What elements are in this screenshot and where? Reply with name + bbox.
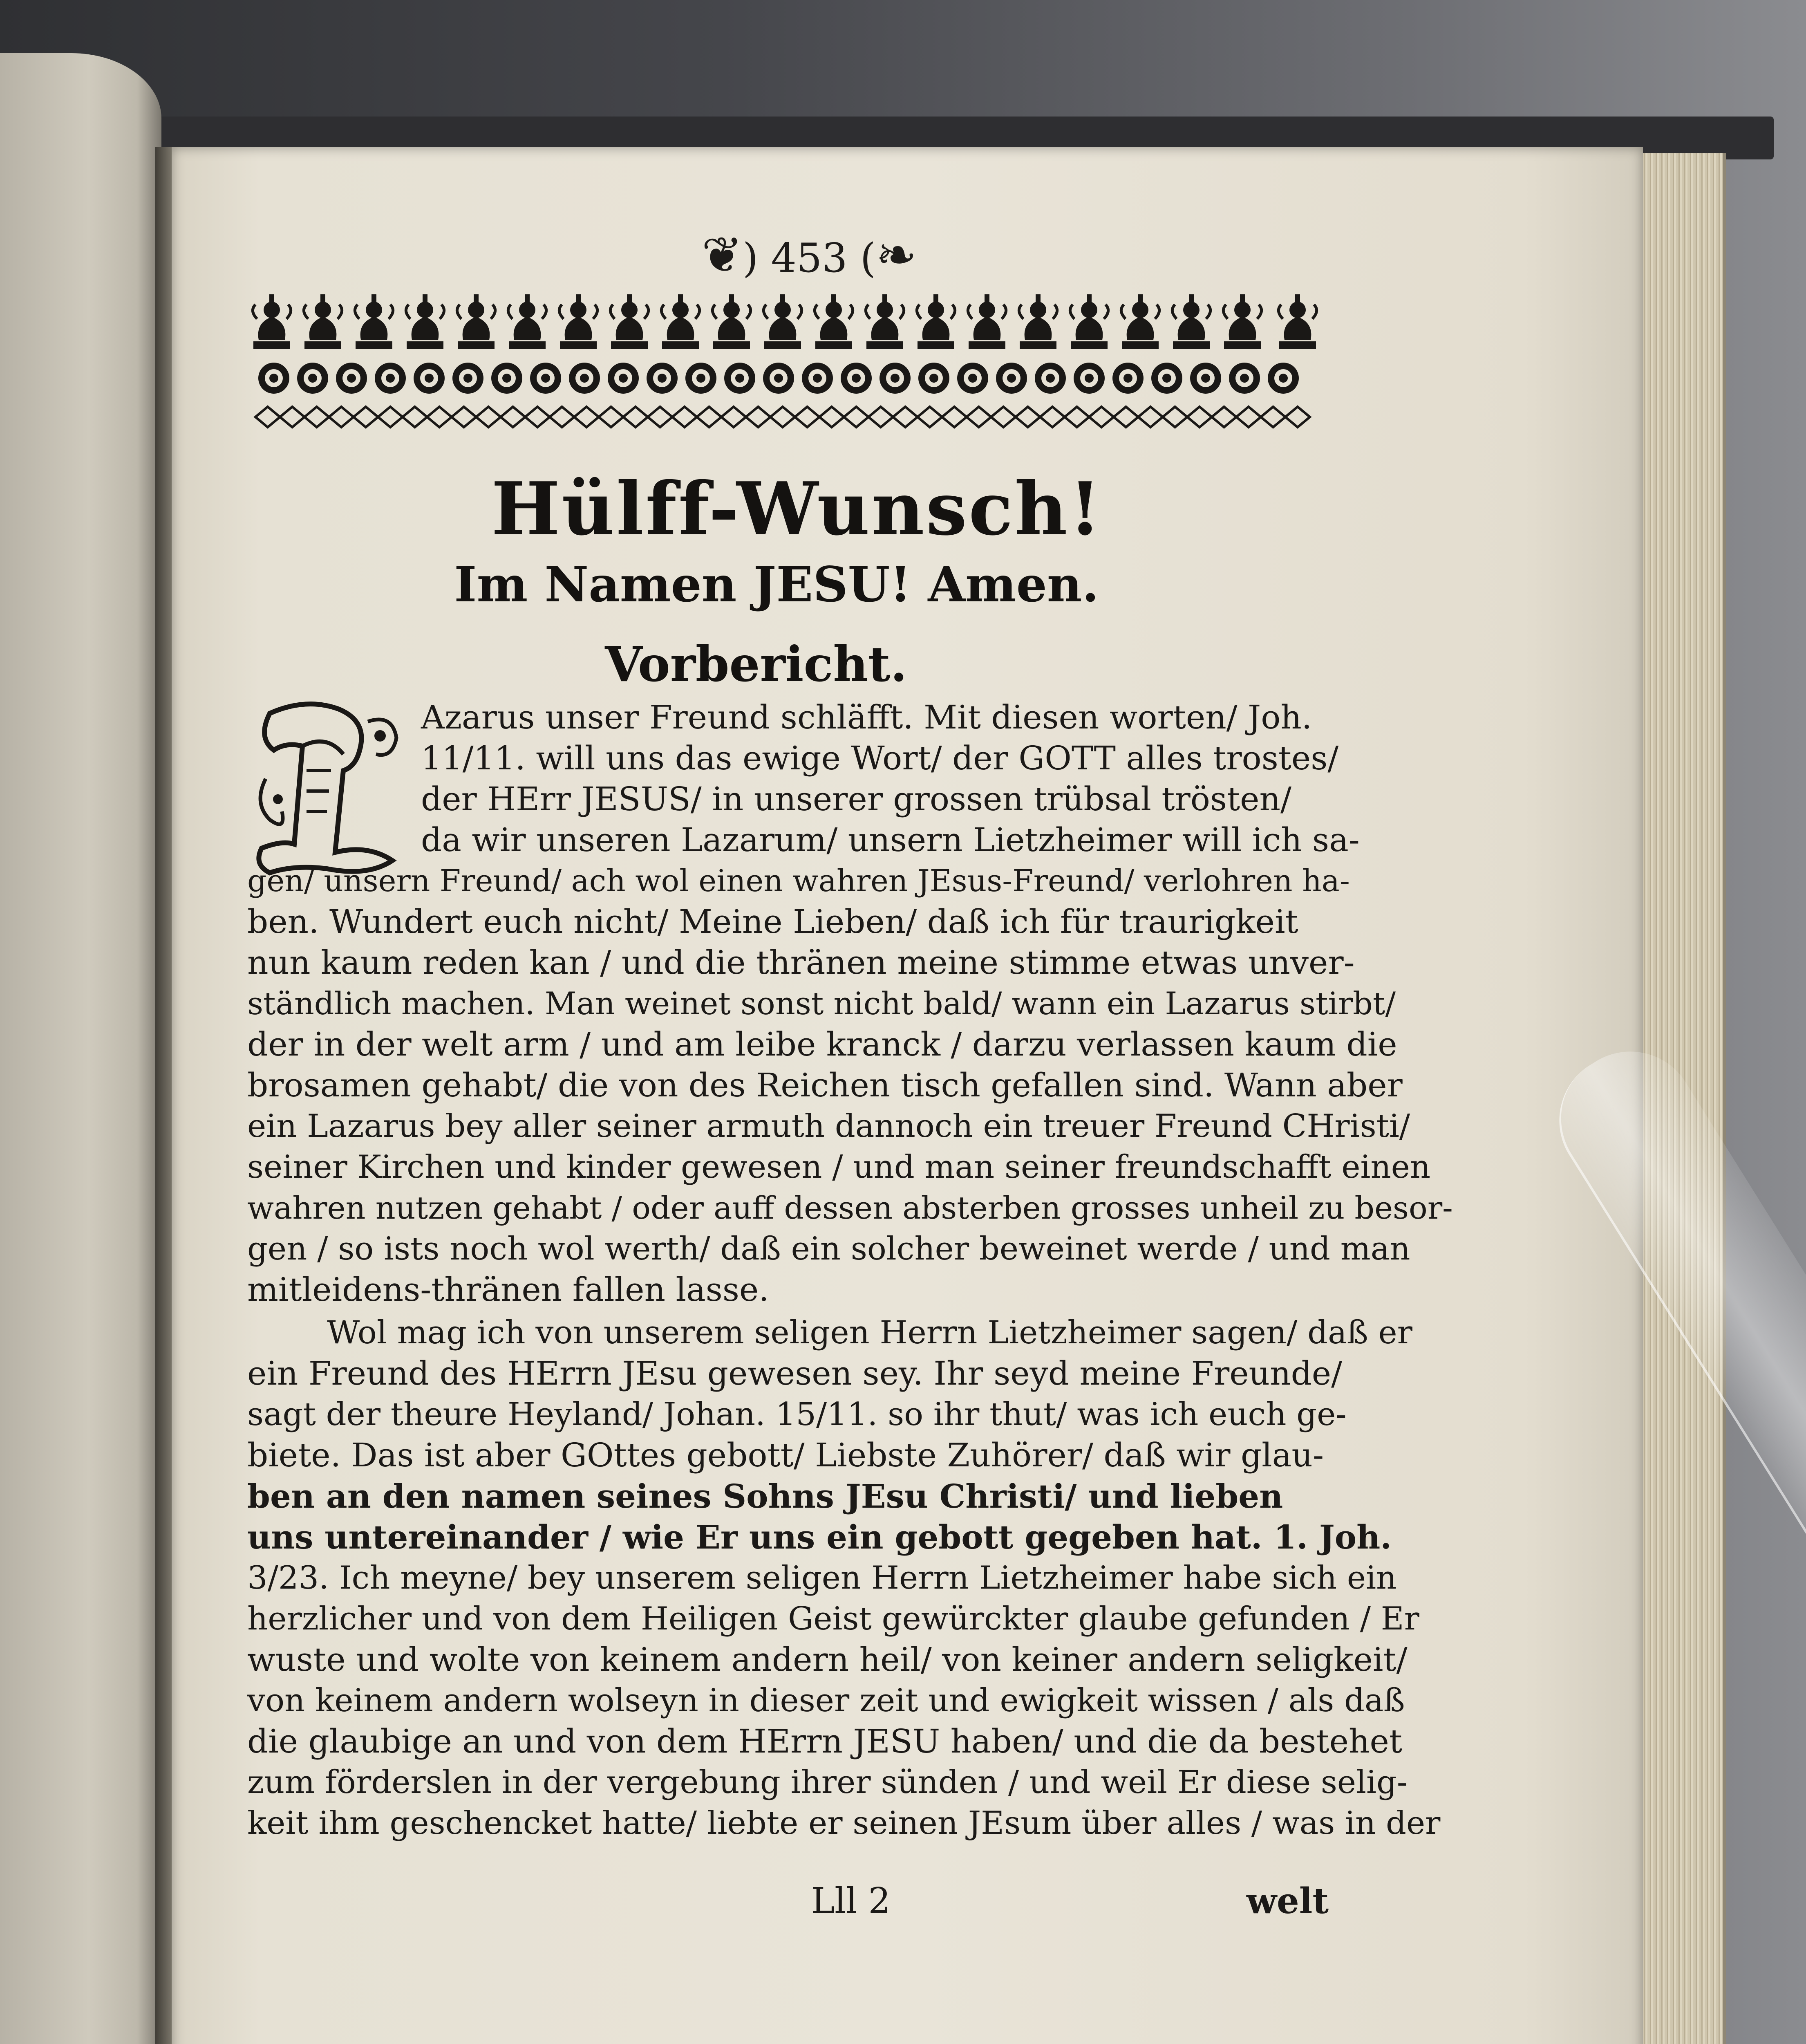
text-line: gen / so ists noch wol werth/ daß ein solcher beweinet werde / und man: [247, 1230, 1410, 1267]
text-line: von keinem andern wolseyn in dieser zeit und ewigkeit wissen / als daß: [247, 1682, 1405, 1719]
folio-number: 453: [771, 235, 848, 282]
text-line: ben. Wundert euch nicht/ Meine Lieben/ daß ich für traurigkeit: [247, 903, 1298, 941]
page-title: Hülff-Wunsch!: [491, 466, 1103, 551]
text-line: ein Lazarus bey aller seiner armuth dannoch ein treuer Freund CHristi/: [247, 1108, 1410, 1145]
text-line: die glaubige an und von dem HErrn JESU haben/ und die da bestehet: [247, 1722, 1402, 1760]
text-line: biete. Das ist aber GOttes gebott/ Liebste Zuhörer/ daß wir glau-: [247, 1436, 1324, 1474]
text-line: sagt der theure Heyland/ Johan. 15/11. so ihr thut/ was ich euch ge-: [247, 1396, 1347, 1433]
text-line: ben an den namen seines Sohns JEsu Christi/ und lieben: [247, 1477, 1283, 1515]
text-line: da wir unseren Lazarum/ unsern Lietzheimer will ich sa-: [421, 821, 1360, 859]
text-line: mitleidens-thränen fallen lasse.: [247, 1271, 769, 1309]
text-line: 11/11. will uns das ewige Wort/ der GOTT alles trostes/: [421, 739, 1339, 777]
text-line: nun kaum reden kan / und die thränen meine stimme etwas unver-: [247, 944, 1355, 982]
fleuron-right-icon: ❧: [875, 227, 917, 284]
text-line: der HErr JESUS/ in unserer grossen trübsal trösten/: [421, 780, 1291, 818]
page-number: ❦) 453 (❧: [701, 227, 917, 284]
text-line: Wol mag ich von unserem seligen Herrn Lietzheimer sagen/ daß er: [327, 1314, 1412, 1351]
ornamental-headband-icon: [251, 286, 1326, 437]
text-line: keit ihm geschencket hatte/ liebte er seinen JEsum über alles / was in der: [247, 1805, 1441, 1842]
text-line: 3/23. Ich meyne/ bey unserem seligen Herrn Lietzheimer habe sich ein: [247, 1560, 1397, 1596]
text-line: gen/ unsern Freund/ ach wol einen wahren JEsus-Freund/ verlohren ha-: [247, 863, 1350, 899]
text-line: brosamen gehabt/ die von des Reichen tisch gefallen sind. Wann aber: [247, 1066, 1403, 1104]
text-line: ständlich machen. Man weinet sonst nicht bald/ wann ein Lazarus stirbt/: [247, 985, 1396, 1022]
signature-mark: Lll 2: [811, 1880, 891, 1921]
invocation-line: Im Namen JESU! Amen.: [454, 556, 1099, 613]
text-line: wahren nutzen gehabt / oder auff dessen absterben grosses unheil zu besor-: [247, 1190, 1453, 1226]
facing-page: [0, 53, 161, 2044]
text-line: zum förderslen in der vergebung ihrer sünden / und weil Er diese selig-: [247, 1764, 1408, 1801]
catchword: welt: [1247, 1880, 1329, 1922]
text-line: der in der welt arm / und am leibe kranck / darzu verlassen kaum die: [247, 1025, 1397, 1063]
fleuron-left-icon: ❦: [701, 227, 743, 284]
text-line: seiner Kirchen und kinder gewesen / und man seiner freundschafft einen: [247, 1149, 1431, 1186]
text-line: wuste und wolte von keinem andern heil/ von keiner andern seligkeit/: [247, 1641, 1408, 1679]
text-line: ein Freund des HErrn JEsu gewesen sey. Ihr seyd meine Freunde/: [247, 1354, 1343, 1392]
text-line: uns untereinander / wie Er uns ein gebott gegeben hat. 1. Joh.: [247, 1518, 1392, 1556]
section-heading: Vorbericht.: [605, 636, 907, 693]
text-line: herzlicher und von dem Heiligen Geist gewürckter glaube gefunden / Er: [247, 1600, 1419, 1637]
text-line: Azarus unser Freund schläfft. Mit diesen worten/ Joh.: [421, 698, 1312, 736]
decorated-initial-icon: [245, 697, 409, 877]
